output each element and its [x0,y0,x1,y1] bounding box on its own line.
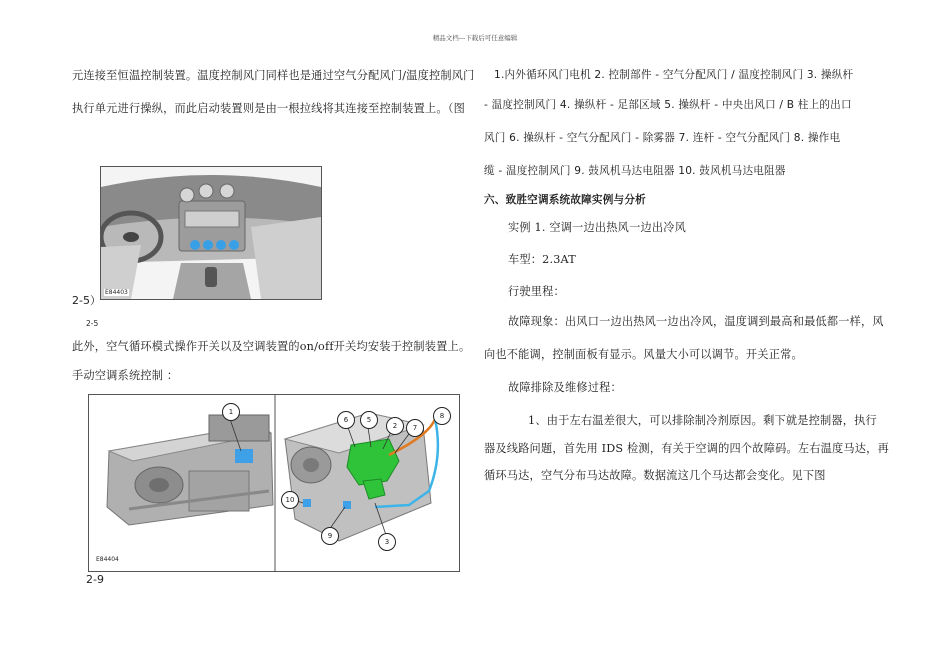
legend-line3: 风门 6. 操纵杆 - 空气分配风门 - 除雾器 7. 连杆 - 空气分配风门 8. 操作电 [484,132,841,144]
callout-1: 1 [222,403,240,421]
case-title: 实例 1. 空调一边出热风一边出冷风 [508,221,687,234]
heading-manual-ac: 手动空调系统控制 ： [72,369,179,382]
page-header: 精品文档---下载后可任意编辑 [432,34,518,42]
legend-line4: 缆 - 温度控制风门 9. 鼓风机马达电阻器 10. 鼓风机马达电阻器 [484,165,786,177]
legend-line1: 1.内外循环风门电机 2. 控制部件 - 空气分配风门 / 温度控制风门 3. 操纵杆 [494,69,854,81]
figure1-caption: 2-5 [86,319,99,328]
figure-hvac-unit [88,394,460,572]
left-para1-line2: 执行单元进行操纵，而此启动装置则是由一根拉线将其连接至控制装置上。（图 [72,102,465,115]
troubleshoot-title: 故障排除及维修过程： [508,381,622,394]
figure2-caption: 2-9 [86,573,104,586]
callout-8: 8 [433,407,451,425]
figure-dashboard-id: E84403 [105,289,128,296]
figure-hvac-id: E84404 [96,556,119,563]
callout-6: 6 [337,411,355,429]
figure-dashboard [100,166,322,300]
dashboard-illustration [101,167,321,299]
callout-10: 10 [281,491,299,509]
callout-3: 3 [378,533,396,551]
symptom-line1: 故障现象：出风口一边出热风一边出冷风，温度调到最高和最低都一样，风 [508,315,884,328]
car-model: 车型：2.3AT [508,253,576,266]
symptom-line2: 向也不能调，控制面板有显示。风量大小可以调节。开关正常。 [484,348,803,361]
left-para1-line1: 元连接至恒温控制装置。温度控制风门同样也是通过空气分配风门/温度控制风门 [72,69,475,82]
left-para2: 此外，空气循环模式操作开关以及空调装置的on/off开关均安装于控制装置上。 [72,340,471,353]
step1-line3: 循环马达，空气分布马达故障。数据流这几个马达都会变化。见下图 [484,469,826,482]
callout-9: 9 [321,527,339,545]
callout-7: 7 [406,419,424,437]
step1-line1: 1、由于左右温差很大，可以排除制冷剂原因。剩下就是控制器，执行 [528,414,877,427]
callout-5: 5 [360,411,378,429]
figure1-ref-suffix: 2-5） [72,294,101,307]
mileage: 行驶里程： [508,285,565,298]
callout-2: 2 [386,417,404,435]
section-heading: 六、致胜空调系统故障实例与分析 [484,194,646,206]
step1-line2: 器及线路问题，首先用 IDS 检测，有关于空调的四个故障码。左右温度马达，再 [484,442,889,455]
legend-line2: - 温度控制风门 4. 操纵杆 - 足部区域 5. 操纵杆 - 中央出风口 / B 柱上的出口 [484,99,852,111]
hvac-illustration [89,395,459,571]
